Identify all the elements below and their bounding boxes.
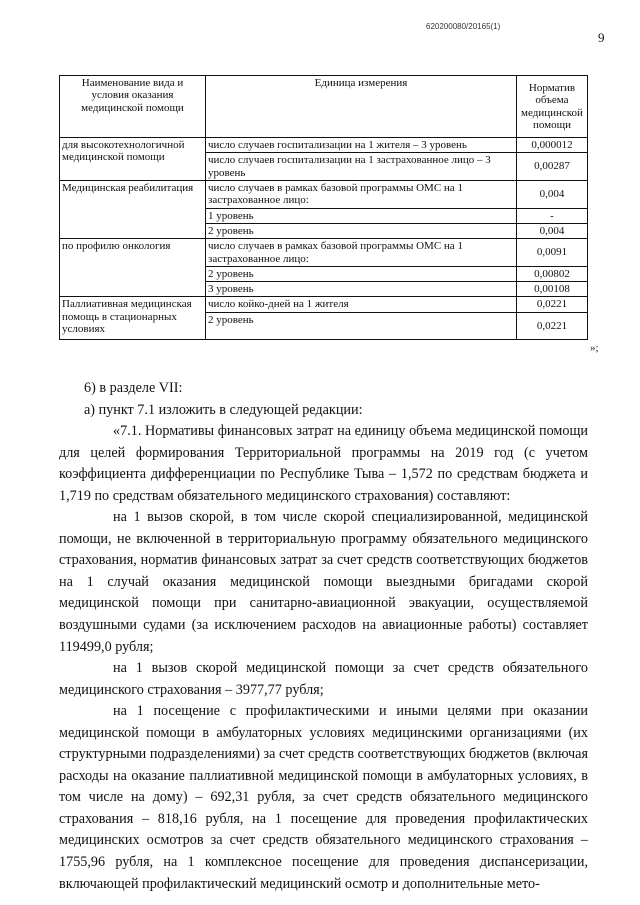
table-row	[60, 180, 588, 208]
cell-unit: 2 уровень	[206, 312, 517, 339]
header-service-type: Наименование вида и условия оказания медицинской помощи	[60, 76, 206, 138]
cell-service-name: по профилю онкология	[60, 239, 206, 297]
cell-unit: 1 уровень	[206, 208, 517, 223]
table-row	[60, 297, 588, 312]
page-number: 9	[598, 30, 605, 45]
cell-unit: число случаев в рамках базовой программы ОМС на 1 застрахованное лицо:	[206, 180, 517, 208]
paragraph: на 1 посещение с профилактическими и иными целями при оказании медицинской помощи в амбулаторных условиях медицинскими организациями (их структурными подразделениями) за счет средств соответствующих бюджетов (включая расходы на оказание паллиативной медицинской помощи в амбулаторных условиях, в том числе на дому) – 692,31 рубля, за счет средств обязательного медицинского страхования – 818,16 рубля, на 1 посещение для проведения профилактических медицинских осмотров за счет средств обязательного медицинского страхования – 1755,96 рубля, на 1 комплексное посещение для проведения диспансеризации, включающей профилактический медицинский осмотр и дополнительные мето-	[59, 703, 588, 892]
norms-table	[59, 75, 588, 340]
cell-value: 0,0221	[517, 312, 588, 339]
cell-value: 0,00108	[517, 282, 588, 297]
cell-value: 0,00287	[517, 153, 588, 181]
header-norm: Норматив объема медицинской помощи	[517, 76, 588, 138]
cell-unit: число случаев госпитализации на 1 жителя – 3 уровень	[206, 138, 517, 153]
cell-unit: число случаев в рамках базовой программы ОМС на 1 застрахованное лицо:	[206, 239, 517, 267]
cell-service-name: для высокотехнологичной медицинской помощи	[60, 138, 206, 181]
document-id: 620200080/20165(1)	[426, 22, 501, 31]
paragraph: 6) в разделе VII:	[84, 380, 183, 396]
cell-unit: 3 уровень	[206, 282, 517, 297]
cell-value: 0,0221	[517, 297, 588, 312]
cell-value: 0,0091	[517, 239, 588, 267]
paragraph: «7.1. Нормативы финансовых затрат на единицу объема медицинской помощи для целей формирования Территориальной программы на 2019 год (с учетом коэффициента дифференциации по Республике Тыва – 1,572 по средствам бюджета и 1,719 по средствам обязательного медицинского страхования) составляют:	[59, 423, 588, 504]
cell-service-name: Паллиативная медицинская помощь в стационарных условиях	[60, 297, 206, 339]
paragraph: на 1 вызов скорой медицинской помощи за счет средств обязательного медицинского страхования – 3977,77 рубля;	[59, 660, 588, 698]
table-closing-quote: »;	[590, 342, 599, 354]
paragraph: на 1 вызов скорой, в том числе скорой специализированной, медицинской помощи, не включенной в территориальную программу обязательного медицинского страхования, норматив финансовых затрат за счет средств соответствующих бюджетов на 1 случай оказания медицинской помощи выездными бригадами скорой медицинской помощи при санитарно-авиационной эвакуации, осуществляемой воздушными судами (за исключением расходов на авиационные работы) составляет 119499,0 рубля;	[59, 509, 588, 655]
cell-value: 0,00802	[517, 266, 588, 281]
table-row	[60, 138, 588, 153]
cell-value: 0,004	[517, 180, 588, 208]
document-body	[59, 378, 588, 895]
cell-value: 0,000012	[517, 138, 588, 153]
cell-value: -	[517, 208, 588, 223]
table-row	[60, 239, 588, 267]
paragraph: а) пункт 7.1 изложить в следующей редакции:	[84, 401, 363, 418]
cell-unit: число койко-дней на 1 жителя	[206, 297, 517, 312]
header-unit: Единица измерения	[206, 76, 517, 138]
cell-value: 0,004	[517, 223, 588, 238]
cell-unit: число случаев госпитализации на 1 застрахованное лицо – 3 уровень	[206, 153, 517, 181]
cell-unit: 2 уровень	[206, 266, 517, 281]
table-header-row	[60, 76, 588, 138]
cell-unit: 2 уровень	[206, 223, 517, 238]
cell-service-name: Медицинская реабилитация	[60, 180, 206, 238]
